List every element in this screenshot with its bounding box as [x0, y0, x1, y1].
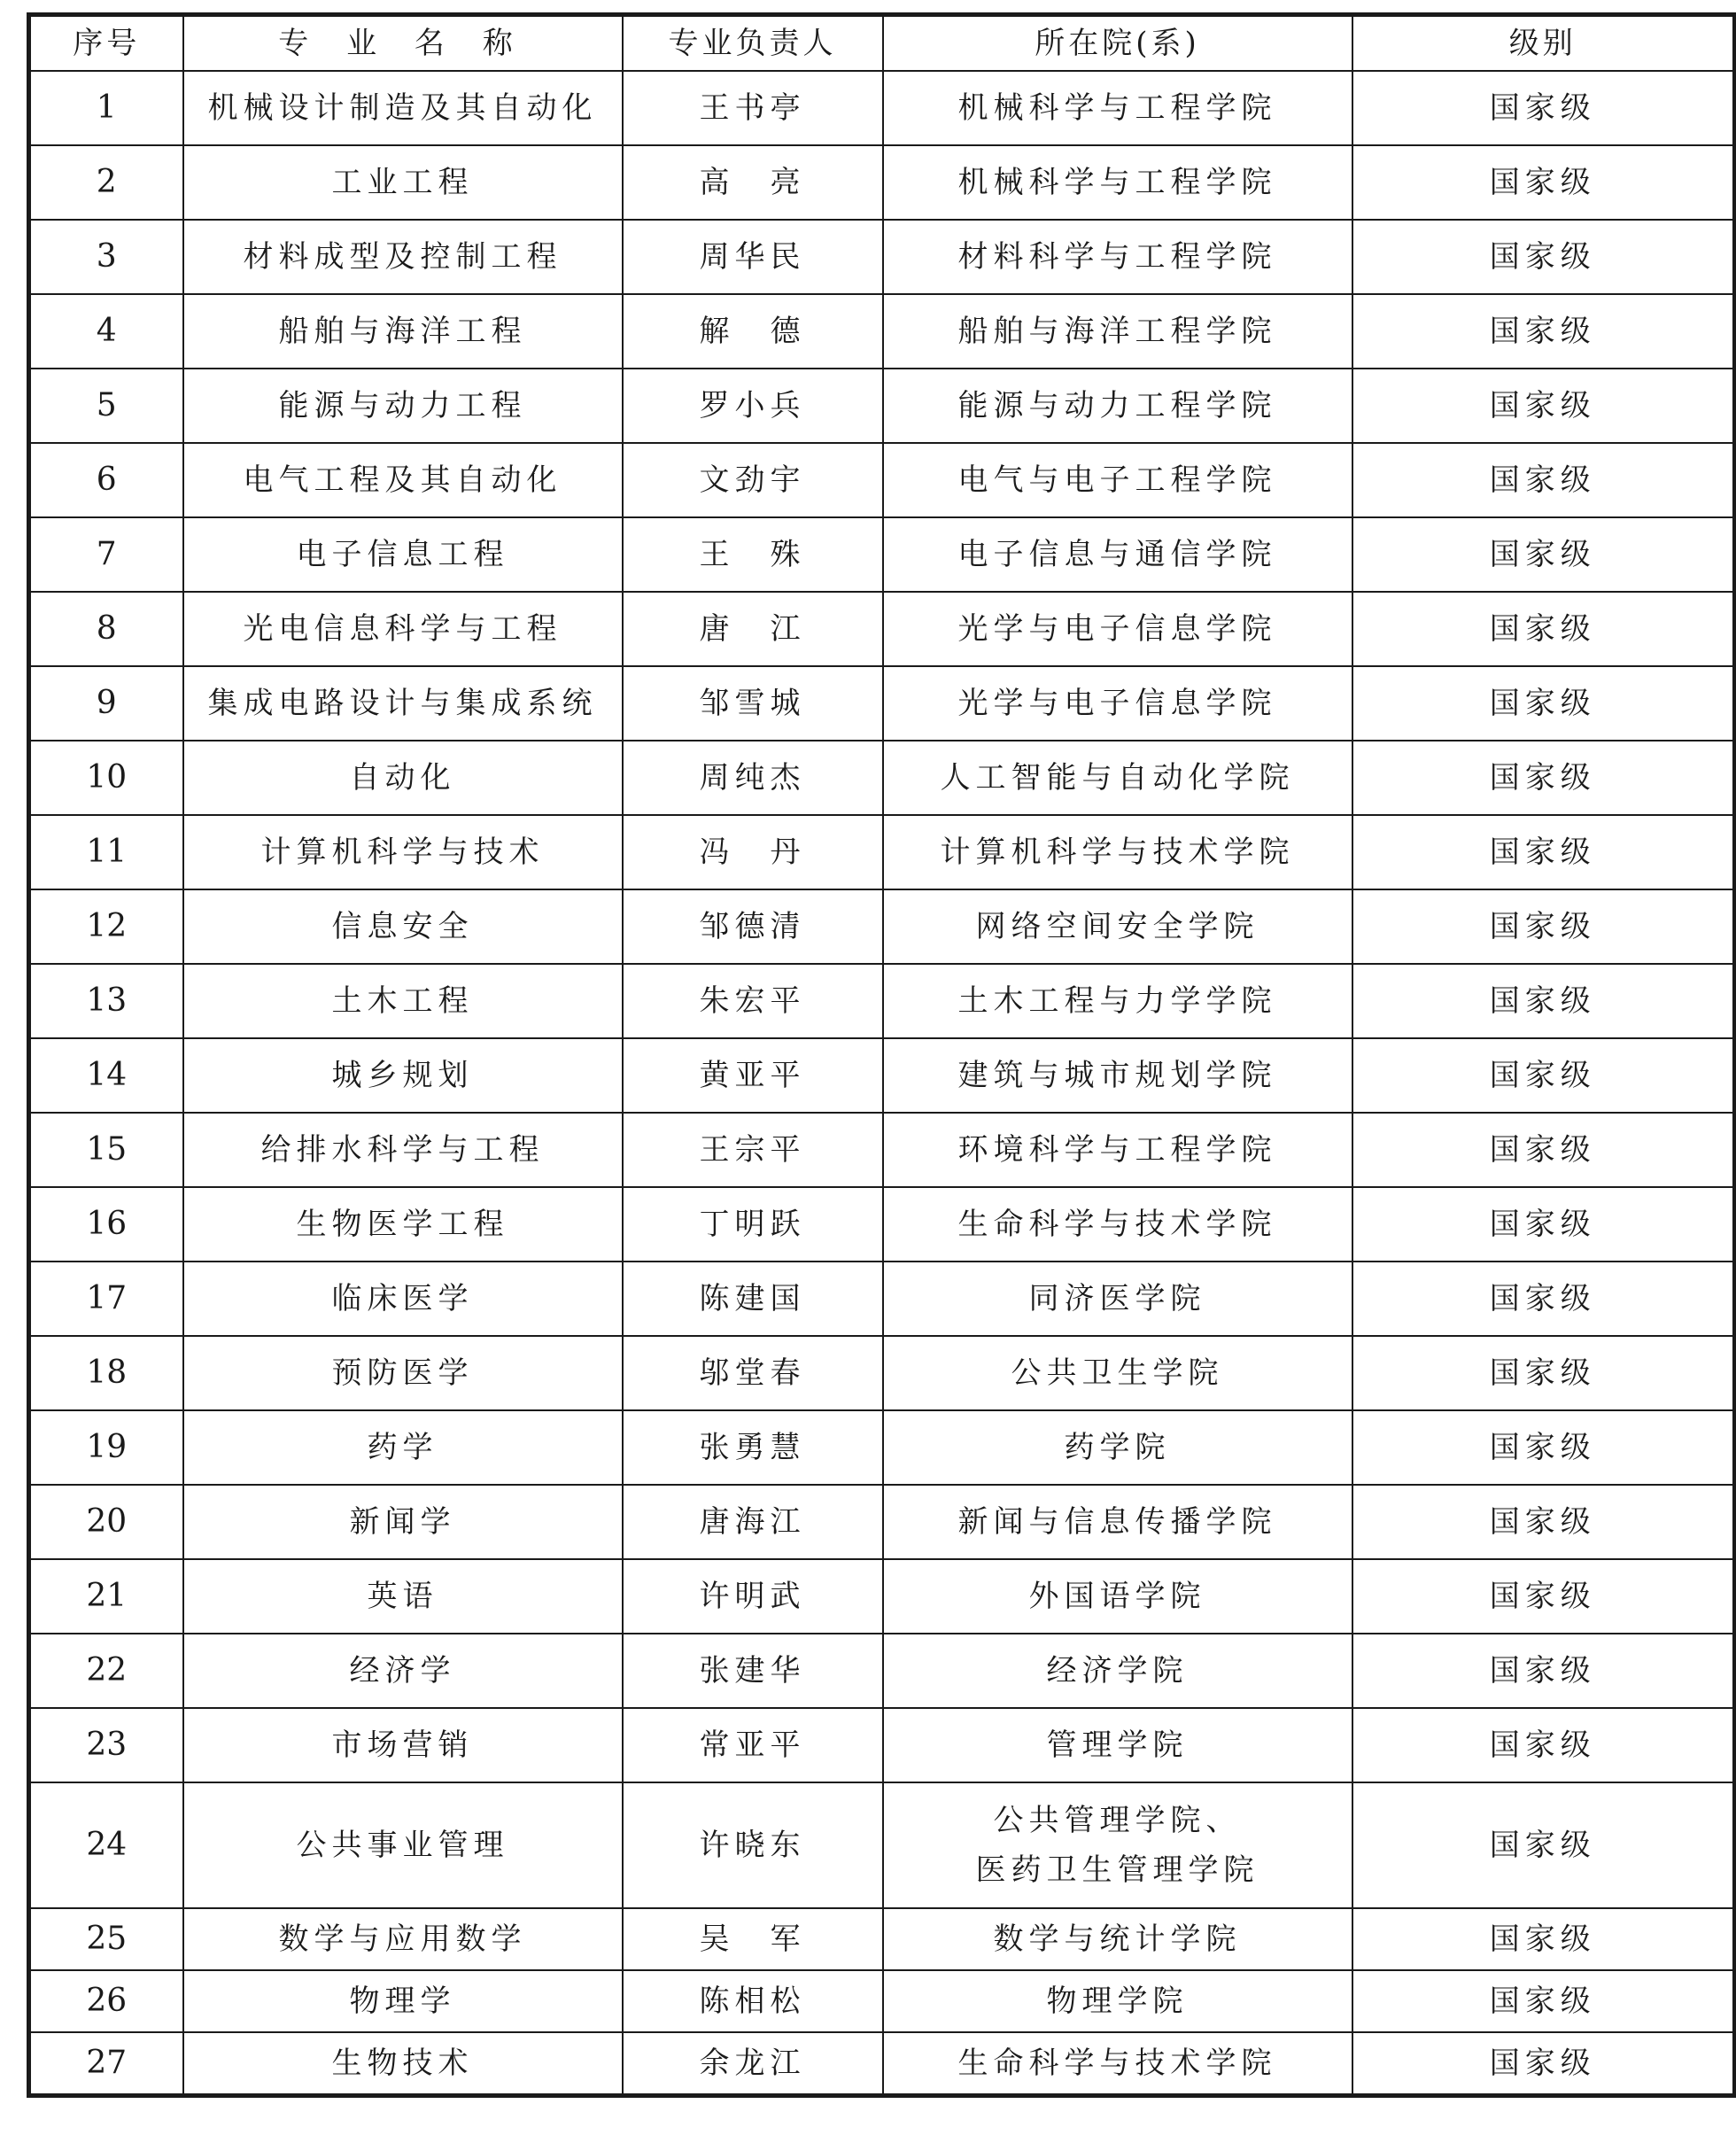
cell-major-name: 药学 [183, 1410, 623, 1485]
cell-leader: 文劲宇 [623, 443, 883, 517]
cell-level: 国家级 [1352, 294, 1735, 369]
cell-leader: 高 亮 [623, 145, 883, 220]
cell-level: 国家级 [1352, 1970, 1735, 2032]
department-line: 公共卫生学院 [1011, 1355, 1224, 1391]
cell-no: 5 [29, 369, 183, 443]
cell-major-name: 数学与应用数学 [183, 1908, 623, 1970]
cell-level: 国家级 [1352, 145, 1735, 220]
table-row [29, 1970, 1735, 2032]
cell-department [883, 443, 1352, 517]
cell-department [883, 592, 1352, 666]
majors-table [27, 12, 1736, 2098]
cell-no: 7 [29, 517, 183, 592]
cell-major-name: 信息安全 [183, 889, 623, 964]
cell-major-name: 公共事业管理 [183, 1782, 623, 1908]
cell-major-name: 城乡规划 [183, 1038, 623, 1113]
cell-major-name: 工业工程 [183, 145, 623, 220]
header-level: 级别 [1352, 15, 1735, 72]
cell-leader: 唐海江 [623, 1485, 883, 1559]
cell-no: 15 [29, 1113, 183, 1187]
cell-department [883, 145, 1352, 220]
cell-major-name: 生物医学工程 [183, 1187, 623, 1262]
cell-no: 26 [29, 1970, 183, 2032]
cell-leader: 张勇慧 [623, 1410, 883, 1485]
header-no: 序号 [29, 15, 183, 72]
table-row [29, 1485, 1735, 1559]
cell-no: 9 [29, 666, 183, 741]
table-row [29, 1187, 1735, 1262]
table-row [29, 1410, 1735, 1485]
cell-level: 国家级 [1352, 1336, 1735, 1410]
cell-no: 3 [29, 220, 183, 294]
cell-department [883, 815, 1352, 889]
cell-major-name: 预防医学 [183, 1336, 623, 1410]
cell-no: 19 [29, 1410, 183, 1485]
cell-level: 国家级 [1352, 1187, 1735, 1262]
department-line: 医药卫生管理学院 [975, 1852, 1259, 1888]
cell-major-name: 船舶与海洋工程 [183, 294, 623, 369]
cell-no: 10 [29, 741, 183, 815]
cell-leader: 王宗平 [623, 1113, 883, 1187]
department-line: 机械科学与工程学院 [957, 90, 1277, 126]
cell-leader: 丁明跃 [623, 1187, 883, 1262]
cell-department [883, 964, 1352, 1038]
table-row [29, 1262, 1735, 1336]
department-line: 土木工程与力学学院 [957, 983, 1277, 1019]
cell-department [883, 294, 1352, 369]
cell-no: 25 [29, 1908, 183, 1970]
department-line: 环境科学与工程学院 [957, 1132, 1277, 1168]
department-line: 电气与电子工程学院 [957, 462, 1277, 498]
table-row [29, 220, 1735, 294]
header-leader: 专业负责人 [623, 15, 883, 72]
table-row [29, 815, 1735, 889]
cell-level: 国家级 [1352, 1708, 1735, 1782]
cell-leader: 解 德 [623, 294, 883, 369]
cell-major-name: 市场营销 [183, 1708, 623, 1782]
cell-department [883, 1262, 1352, 1336]
cell-leader: 王书亭 [623, 71, 883, 145]
cell-no: 12 [29, 889, 183, 964]
cell-major-name: 能源与动力工程 [183, 369, 623, 443]
table-row [29, 1038, 1735, 1113]
cell-level: 国家级 [1352, 369, 1735, 443]
cell-no: 18 [29, 1336, 183, 1410]
cell-no: 6 [29, 443, 183, 517]
cell-department [883, 369, 1352, 443]
cell-level: 国家级 [1352, 1113, 1735, 1187]
cell-major-name: 临床医学 [183, 1262, 623, 1336]
cell-department [883, 1038, 1352, 1113]
department-line: 药学院 [1064, 1430, 1171, 1465]
cell-department [883, 1485, 1352, 1559]
cell-major-name: 材料成型及控制工程 [183, 220, 623, 294]
table-row [29, 2032, 1735, 2096]
cell-no: 17 [29, 1262, 183, 1336]
cell-leader: 邬堂春 [623, 1336, 883, 1410]
department-line: 生命科学与技术学院 [957, 2046, 1277, 2081]
cell-department [883, 1336, 1352, 1410]
department-line: 数学与统计学院 [993, 1922, 1242, 1957]
department-line: 网络空间安全学院 [975, 909, 1259, 944]
majors-table-container [27, 12, 1732, 2098]
cell-leader: 张建华 [623, 1634, 883, 1708]
cell-leader: 周华民 [623, 220, 883, 294]
department-line: 光学与电子信息学院 [957, 686, 1277, 721]
cell-leader: 王 殊 [623, 517, 883, 592]
cell-major-name: 土木工程 [183, 964, 623, 1038]
table-row [29, 1336, 1735, 1410]
table-row [29, 1782, 1735, 1908]
cell-leader: 黄亚平 [623, 1038, 883, 1113]
cell-no: 22 [29, 1634, 183, 1708]
department-line: 电子信息与通信学院 [957, 537, 1277, 572]
department-line: 外国语学院 [1028, 1579, 1206, 1614]
cell-department [883, 1410, 1352, 1485]
cell-leader: 罗小兵 [623, 369, 883, 443]
department-line: 管理学院 [1046, 1727, 1189, 1763]
cell-major-name: 计算机科学与技术 [183, 815, 623, 889]
cell-level: 国家级 [1352, 964, 1735, 1038]
cell-level: 国家级 [1352, 1410, 1735, 1485]
cell-no: 20 [29, 1485, 183, 1559]
cell-department [883, 71, 1352, 145]
table-body [29, 71, 1735, 2096]
cell-no: 11 [29, 815, 183, 889]
cell-major-name: 集成电路设计与集成系统 [183, 666, 623, 741]
department-line: 物理学院 [1046, 1984, 1189, 2019]
cell-major-name: 经济学 [183, 1634, 623, 1708]
department-line: 建筑与城市规划学院 [957, 1058, 1277, 1093]
cell-department [883, 2032, 1352, 2096]
cell-department [883, 1908, 1352, 1970]
cell-level: 国家级 [1352, 2032, 1735, 2096]
table-row [29, 1908, 1735, 1970]
cell-no: 27 [29, 2032, 183, 2096]
cell-level: 国家级 [1352, 1908, 1735, 1970]
cell-no: 4 [29, 294, 183, 369]
cell-department [883, 1970, 1352, 2032]
cell-level: 国家级 [1352, 1485, 1735, 1559]
cell-level: 国家级 [1352, 592, 1735, 666]
cell-department [883, 741, 1352, 815]
department-line: 能源与动力工程学院 [957, 388, 1277, 423]
department-line: 光学与电子信息学院 [957, 611, 1277, 647]
cell-major-name: 给排水科学与工程 [183, 1113, 623, 1187]
cell-major-name: 电气工程及其自动化 [183, 443, 623, 517]
cell-major-name: 物理学 [183, 1970, 623, 2032]
cell-department [883, 1634, 1352, 1708]
cell-leader: 常亚平 [623, 1708, 883, 1782]
cell-level: 国家级 [1352, 1634, 1735, 1708]
table-row [29, 1559, 1735, 1634]
department-line: 材料科学与工程学院 [957, 239, 1277, 275]
cell-department [883, 889, 1352, 964]
table-row [29, 443, 1735, 517]
cell-no: 21 [29, 1559, 183, 1634]
table-row [29, 145, 1735, 220]
cell-leader: 许明武 [623, 1559, 883, 1634]
table-row [29, 1634, 1735, 1708]
cell-major-name: 电子信息工程 [183, 517, 623, 592]
cell-department [883, 1782, 1352, 1908]
cell-leader: 许晓东 [623, 1782, 883, 1908]
table-row [29, 666, 1735, 741]
cell-leader: 邹德清 [623, 889, 883, 964]
department-line: 新闻与信息传播学院 [957, 1504, 1277, 1540]
cell-level: 国家级 [1352, 1262, 1735, 1336]
cell-no: 14 [29, 1038, 183, 1113]
table-row [29, 294, 1735, 369]
table-row [29, 741, 1735, 815]
department-line: 机械科学与工程学院 [957, 165, 1277, 200]
cell-department [883, 666, 1352, 741]
cell-level: 国家级 [1352, 1559, 1735, 1634]
cell-leader: 吴 军 [623, 1908, 883, 1970]
cell-department [883, 1559, 1352, 1634]
header-row [29, 15, 1735, 72]
cell-level: 国家级 [1352, 517, 1735, 592]
cell-major-name: 生物技术 [183, 2032, 623, 2096]
cell-level: 国家级 [1352, 1038, 1735, 1113]
cell-no: 23 [29, 1708, 183, 1782]
header-major-name: 专 业 名 称 [183, 15, 623, 72]
cell-level: 国家级 [1352, 889, 1735, 964]
cell-no: 2 [29, 145, 183, 220]
cell-level: 国家级 [1352, 71, 1735, 145]
cell-leader: 冯 丹 [623, 815, 883, 889]
table-row [29, 964, 1735, 1038]
cell-department [883, 1113, 1352, 1187]
table-row [29, 1113, 1735, 1187]
cell-major-name: 机械设计制造及其自动化 [183, 71, 623, 145]
department-line: 生命科学与技术学院 [957, 1207, 1277, 1242]
cell-level: 国家级 [1352, 220, 1735, 294]
cell-leader: 陈建国 [623, 1262, 883, 1336]
cell-level: 国家级 [1352, 666, 1735, 741]
department-line: 人工智能与自动化学院 [940, 760, 1295, 796]
table-row [29, 889, 1735, 964]
cell-leader: 陈相松 [623, 1970, 883, 2032]
department-line: 经济学院 [1046, 1653, 1189, 1689]
cell-level: 国家级 [1352, 741, 1735, 815]
cell-department [883, 1708, 1352, 1782]
cell-leader: 邹雪城 [623, 666, 883, 741]
cell-level: 国家级 [1352, 443, 1735, 517]
department-line: 计算机科学与技术学院 [940, 835, 1295, 870]
cell-level: 国家级 [1352, 815, 1735, 889]
cell-department [883, 220, 1352, 294]
cell-no: 13 [29, 964, 183, 1038]
department-line: 同济医学院 [1028, 1281, 1206, 1316]
cell-level: 国家级 [1352, 1782, 1735, 1908]
cell-major-name: 新闻学 [183, 1485, 623, 1559]
cell-no: 8 [29, 592, 183, 666]
cell-major-name: 自动化 [183, 741, 623, 815]
cell-leader: 朱宏平 [623, 964, 883, 1038]
cell-major-name: 英语 [183, 1559, 623, 1634]
table-row [29, 517, 1735, 592]
cell-department [883, 517, 1352, 592]
cell-no: 16 [29, 1187, 183, 1262]
cell-leader: 唐 江 [623, 592, 883, 666]
table-row [29, 592, 1735, 666]
table-row [29, 1708, 1735, 1782]
cell-no: 1 [29, 71, 183, 145]
department-line: 船舶与海洋工程学院 [957, 314, 1277, 349]
department-line: 公共管理学院、 [993, 1803, 1242, 1838]
cell-major-name: 光电信息科学与工程 [183, 592, 623, 666]
cell-leader: 余龙江 [623, 2032, 883, 2096]
cell-department [883, 1187, 1352, 1262]
table-row [29, 369, 1735, 443]
cell-leader: 周纯杰 [623, 741, 883, 815]
cell-no: 24 [29, 1782, 183, 1908]
table-row [29, 71, 1735, 145]
header-department: 所在院(系) [883, 15, 1352, 72]
